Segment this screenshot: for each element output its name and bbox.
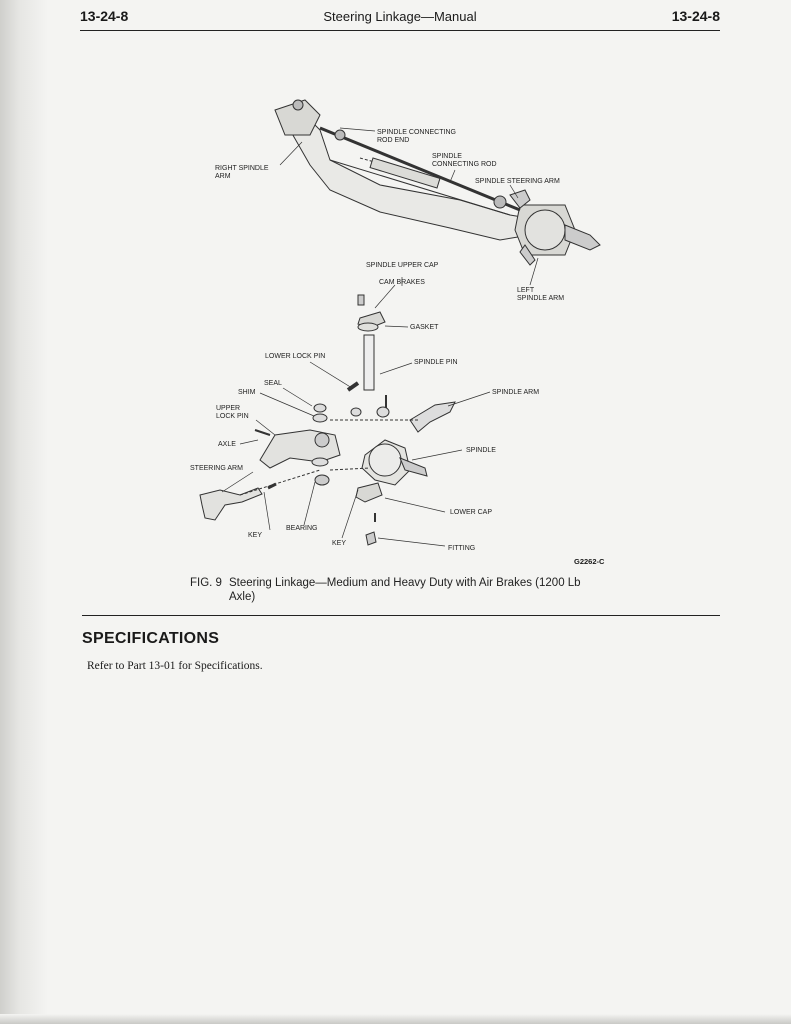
label-spindle-upper-cap: SPINDLE UPPER CAP bbox=[366, 262, 439, 269]
page-header bbox=[80, 8, 720, 31]
label-spindle-pin: SPINDLE PIN bbox=[414, 359, 458, 366]
spindle-arm-part bbox=[410, 402, 455, 432]
label-key-left: KEY bbox=[248, 532, 263, 539]
label-fitting: FITTING bbox=[448, 545, 476, 552]
label-spindle-connecting-rod: SPINDLE CONNECTING ROD bbox=[432, 153, 497, 168]
label-seal: SEAL bbox=[264, 380, 282, 387]
page-number-right: 13-24-8 bbox=[671, 8, 720, 24]
label-shim: SHIM bbox=[238, 389, 256, 396]
label-spindle-connecting-rod-end: SPINDLE CONNECTING ROD END bbox=[377, 129, 456, 144]
page-bottom-edge bbox=[0, 1014, 791, 1024]
page-title: Steering Linkage—Manual bbox=[323, 9, 477, 24]
specifications-text: Refer to Part 13-01 for Specifications. bbox=[87, 660, 263, 672]
section-divider bbox=[82, 615, 720, 616]
label-axle: AXLE bbox=[218, 441, 236, 448]
label-left-spindle-arm: LEFT SPINDLE ARM bbox=[517, 287, 565, 302]
steering-arm-part bbox=[200, 488, 262, 520]
caption-line-1: Steering Linkage—Medium and Heavy Duty with Air Brakes (1200 Lb bbox=[229, 577, 581, 589]
label-gasket: GASKET bbox=[410, 324, 439, 331]
steering-linkage-diagram bbox=[180, 90, 620, 570]
label-bearing: BEARING bbox=[286, 525, 318, 532]
label-upper-lock-pin: UPPER LOCK PIN bbox=[216, 405, 249, 420]
page-number-left: 13-24-8 bbox=[80, 8, 129, 24]
label-steering-arm: STEERING ARM bbox=[190, 465, 243, 472]
spindle-pin bbox=[364, 335, 374, 390]
figure-number: FIG. 9 bbox=[190, 577, 222, 589]
label-spindle-arm: SPINDLE ARM bbox=[492, 389, 540, 396]
caption-line-2: Axle) bbox=[229, 591, 256, 603]
label-cam-brakes: CAM BRAKES bbox=[379, 279, 425, 286]
label-lower-cap: LOWER CAP bbox=[450, 509, 493, 516]
fitting-part bbox=[366, 532, 376, 545]
specifications-heading: SPECIFICATIONS bbox=[82, 630, 220, 647]
page-binding-shadow bbox=[0, 0, 48, 1024]
label-key-right: KEY bbox=[332, 540, 347, 547]
figure-code: G2262-C bbox=[574, 557, 605, 566]
label-right-spindle-arm: RIGHT SPINDLE ARM bbox=[215, 165, 269, 180]
label-lower-lock-pin: LOWER LOCK PIN bbox=[265, 353, 326, 360]
gasket bbox=[358, 323, 378, 331]
label-spindle-steering-arm: SPINDLE STEERING ARM bbox=[475, 178, 560, 185]
label-spindle: SPINDLE bbox=[466, 447, 496, 454]
lower-cap bbox=[356, 483, 382, 502]
figure-caption bbox=[190, 576, 610, 604]
